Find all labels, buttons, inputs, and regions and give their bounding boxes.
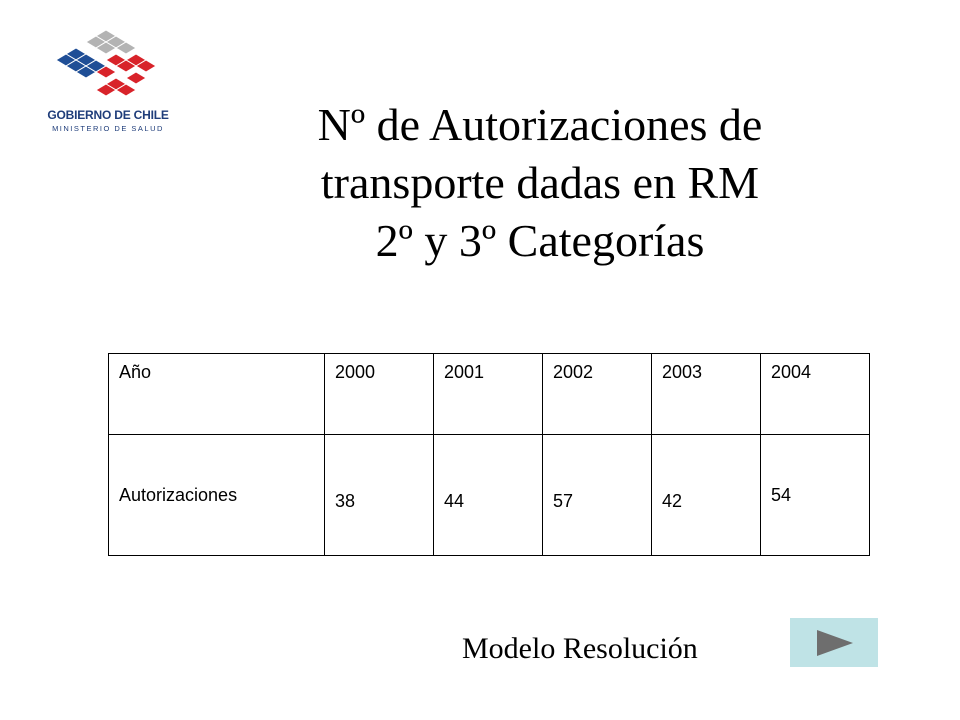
- play-triangle-icon: [815, 628, 855, 658]
- header-cell-year: Año: [109, 354, 325, 435]
- value-2001: 44: [444, 490, 465, 511]
- value-2003: 42: [662, 490, 683, 511]
- row-label: Autorizaciones: [119, 484, 238, 505]
- authorizations-table: [108, 353, 870, 556]
- value-2000: 38: [335, 490, 356, 511]
- value-cell: [434, 435, 543, 556]
- value-cell: [761, 435, 870, 556]
- value-cell: [543, 435, 652, 556]
- logo-name: GOBIERNO DE CHILE: [47, 108, 169, 122]
- header-cell: 2001: [434, 354, 543, 435]
- next-slide-button[interactable]: [790, 618, 878, 667]
- title-line-3: 2º y 3º Categorías: [375, 215, 705, 266]
- logo-subtitle: MINISTERIO DE SALUD: [52, 124, 164, 133]
- modelo-resolucion-label: Modelo Resolución: [462, 632, 698, 665]
- table-header-row: [109, 354, 870, 435]
- title-line-1: Nº de Autorizaciones de: [317, 99, 763, 150]
- page-title: [210, 96, 870, 270]
- value-2004: 54: [771, 484, 792, 505]
- table-row: [109, 435, 870, 556]
- header-cell: 2003: [652, 354, 761, 435]
- logo-mark-icon: [40, 24, 176, 108]
- header-cell: 2000: [325, 354, 434, 435]
- row-label-cell: [109, 435, 325, 556]
- gobierno-de-chile-logo: [40, 24, 176, 142]
- value-2002: 57: [553, 490, 574, 511]
- title-line-2: transporte dadas en RM: [320, 157, 760, 208]
- header-cell: 2002: [543, 354, 652, 435]
- value-cell: [325, 435, 434, 556]
- header-cell: 2004: [761, 354, 870, 435]
- value-cell: [652, 435, 761, 556]
